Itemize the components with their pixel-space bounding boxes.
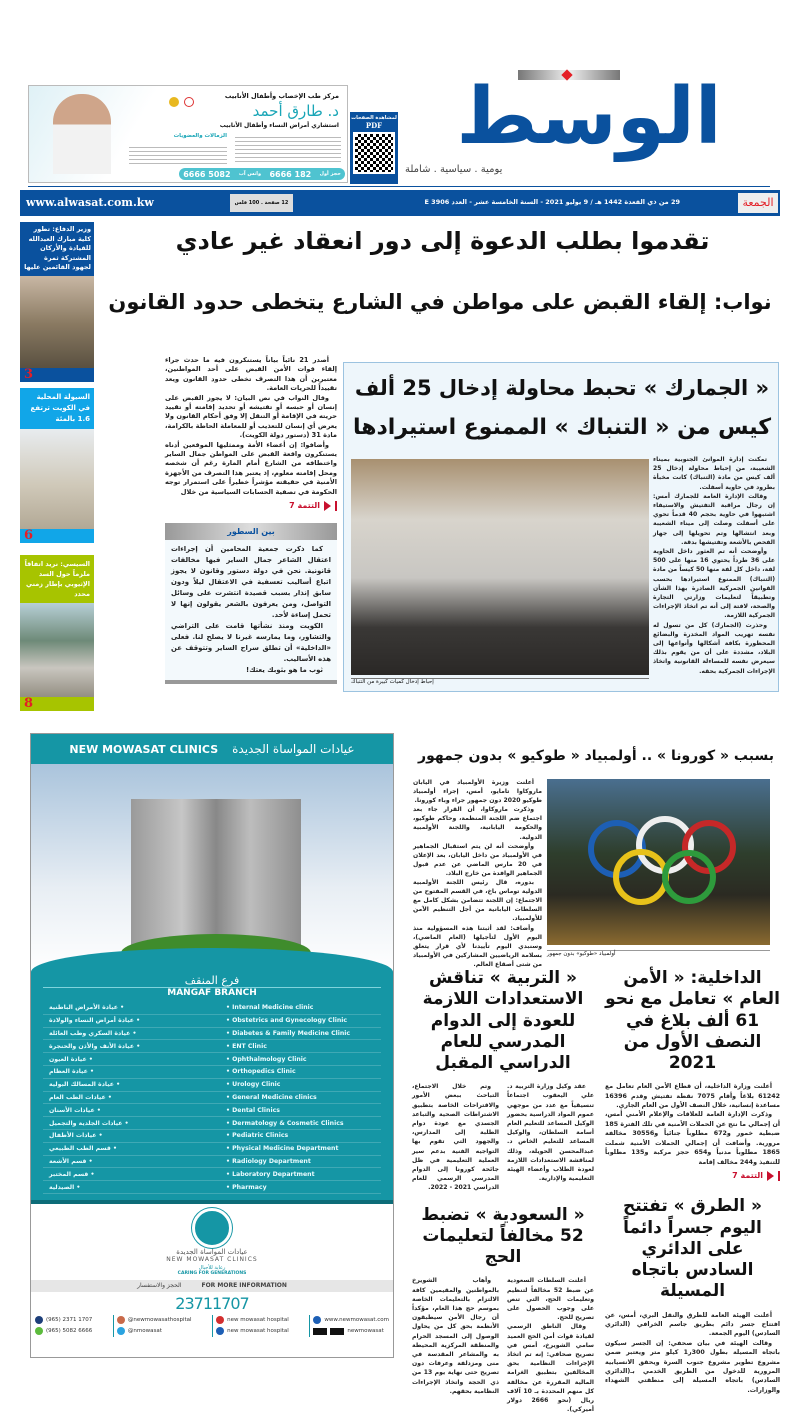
clinic-name-en: • Radiology Department xyxy=(226,1157,311,1165)
ad-phone1: 182 6666 xyxy=(269,169,312,179)
clinic-list-item xyxy=(43,1117,381,1130)
customs-caption: إحباط إدخال كميات كبيرة من التنباك xyxy=(351,678,649,685)
clinic-name-ar: • عيادة الأنف والأذن والحنجرة xyxy=(49,1042,141,1050)
clinic-name-ar: • عيادة الأمراض الباطنية xyxy=(49,1004,125,1012)
clinic-name-en: • Dental Clinics xyxy=(226,1106,280,1114)
clinic-title-en: NEW MOWASAT CLINICS xyxy=(69,742,219,756)
clinic-name-en: • Orthopedics Clinic xyxy=(226,1068,296,1076)
contact-twitter[interactable] xyxy=(117,1326,192,1337)
contact-facebook[interactable] xyxy=(216,1326,289,1337)
website-link[interactable]: www.alwasat.com.kw xyxy=(26,196,154,209)
continued-label: التتمة 7 xyxy=(289,501,320,511)
whatsapp-icon xyxy=(35,1327,43,1335)
paragraph: عقد وكيل وزارة التربية د. علي اليعقوب اجتماعاً تنسيقياً مع عدد من موجهي عموم المواد الدراسية بحضور الوكيل المساعد للتعليم العام أسامة السلطان، والوكيل المساعد للتعليم الخاص د. عبدالمحسن الحويلة، وذلك لمناقشة الاستعدادات اللازمة لعودة الطلاب وأعضاء الهيئة التعليمية والإدارية. xyxy=(507,1083,594,1183)
interior-body xyxy=(605,1082,780,1184)
paragraph: أعلنت وزيرة الأولمبياد في اليابان ماروكاوا تامايو، أمس، إجراء أولمبياد طوكيو 2020 دون جمهور جراء وباء كورونا. xyxy=(413,779,542,805)
bottom-left-column xyxy=(412,968,594,1414)
paragraph: وأهاب الشويرخ بالمواطنين والمقيمين كافة الالتزام بالتعليمات الخاصة بموسم حج هذا العام، مؤكداً أن رجال الأمن سيطبقون الأنظمة بحق كل من يحاول الوصول إلى المسجد الحرام والمنطقة المركزية المحيطة به والمشاعر المقدسة في منى ومزدلفة وعرفات دون تصريح حتى نهاية يوم 13 من ذي الحجة واتخاذ الإجراءات النظامية بحقهم. xyxy=(412,1277,499,1395)
clinic-name-ar: • عيادة أمراض النساء والولادة xyxy=(49,1017,141,1025)
sidebar-headline: وزير الدفاع: تطور كلية مبارك العبدالله للقيادة والأركان المشتركة ثمرة لجهود القائمين عليها xyxy=(20,222,94,276)
paragraph: ثوب ما هو بثوبك يعتك! xyxy=(246,665,323,674)
masthead-rule xyxy=(28,186,770,187)
sidebar-story-sisi[interactable] xyxy=(20,555,94,711)
clinic-list-item xyxy=(43,1168,381,1181)
paragraph: تمكنت إدارة الموانئ الجنوبية بميناء الشعيبة، من إحباط محاولة إدخال 25 ألف كيس من مادة (التنباك) كانت مخبأة بطرود في حاوية أسفلت. xyxy=(653,456,775,491)
continued-label: التتمة 7 xyxy=(732,1171,763,1181)
saudi-headline[interactable]: « السعودية » تضبط 52 مخالفاً لتعليمات الحج xyxy=(421,1204,585,1268)
roads-headline[interactable]: « الطرق » تفتتح اليوم جسراً دائماً على الدائري السادس باتجاه المسيلة xyxy=(622,1196,762,1302)
info-en: FOR MORE INFORMATION xyxy=(201,1281,287,1289)
pdf-qr-box[interactable] xyxy=(350,112,398,184)
paragraph: وقالت الهيئة في بيان صحفي: إن الجسر سيكون باتجاه المسيلة بطول 300ر1 كيلو متر ويعتبر ضمن مشروع تطوير مشروع جنوب السرة ويحقق الانسيابية المرورية للدخول من الطريق الخدمي بـ(الدائري السادس) باتجاه المسيلة إلى منطقتي الشهداء والوزارات. xyxy=(605,1339,780,1394)
clinic-name-en: • Pediatric Clinics xyxy=(226,1132,289,1140)
paragraph: أصدر 21 نائباً بياناً يستنكرون فيه ما حدث جراء إلقاء قوات الأمن القبض على أحد المواطنين، معتبرين أن هذا التصرف تخطى حدود القانون ويعد تقييداً للحريات العامة. xyxy=(165,356,337,393)
olympics-headline[interactable]: بسبب « كورونا » .. أولمبياد « طوكيو » بدون جمهور xyxy=(418,748,774,764)
ad-center-name: مركز طب الإخصاب وأطفال الأنابيب xyxy=(224,92,339,100)
main-kicker: تقدموا بطلب الدعوة إلى دور انعقاد غير عادي xyxy=(175,227,710,255)
paragraph: وأضافوا: إن أعضاء الأمة وممثليها الموقعين أدناه يستنكرون واقعة القبض على المواطن جمال الساير واختطافه من الشارع أمام المارة رغم أن شخصه ومحل إقامته معلوم، إذ يعتبر هذا التصرف من الأجهزة الأمنية في حقيقته مؤشراً خطيراً على استمرار توجه الحكومة في تصفية الحسابات السياسية من خلال xyxy=(165,440,337,496)
paragraph: وقال الناطق الرسمي لقيادة قوات أمن الحج العميد سامي الشويرخ، أمس في تصريح صحافي: إنه تم اتخاذ الإجراءات النظامية بحق المخالفين بتطبيق الغرامة المالية المقررة عن مخالفة كل منهم المحددة بـ 10 آلاف ريال (نحو 2666 دولار أميركي). xyxy=(507,1323,594,1414)
date-line: 29 من ذي القعدة 1442 هـ / 9 يوليو 2021 - السنة الخامسة عشر - العدد 3906 E xyxy=(424,198,680,206)
contact-youtube[interactable] xyxy=(216,1315,289,1326)
between-lines-title: بين السطور xyxy=(165,523,337,540)
page-ref: 6 xyxy=(20,529,94,543)
slogan-en: CARING FOR GENERATIONS xyxy=(177,1270,247,1276)
ad-fine-print-2 xyxy=(129,144,227,166)
page-ref: 8 xyxy=(20,697,94,711)
clinic-list-item xyxy=(43,1104,381,1117)
branch-en: MANGAF BRANCH xyxy=(43,987,381,998)
paragraph: كما ذكرت جمعية المحامين أن إجراءات اعتقال الشاعر جمال الساير فيها مخالفات قانونية. نحن في دولة دستور وقانون لا يجوز اتباع أساليب تعسفية في الاعتقال ليلاً ودون سابق إنذار بسبب قصيدة انتشرت على وسائل التواصل، ومن يعرفون بالشعر يقولون إنها لا تحمل إساءة لأحد. xyxy=(171,544,331,619)
ad-booking-label: حجز أول xyxy=(319,171,341,177)
contact-phone[interactable] xyxy=(35,1315,92,1326)
page-ref: 3 xyxy=(20,368,94,382)
phone-icon xyxy=(35,1316,43,1324)
masthead-logo[interactable] xyxy=(405,70,773,180)
globe-icon xyxy=(313,1316,321,1324)
paragraph: وأوضحت أنه تم العثور داخل الحاوية على 36 طرداً يحتوي 16 منها على 500 لفة، داخل كل لفة منها 50 كيساً من مادة (التنباك) الممنوع استيرادها بحسب القوانين الجمركية الصادرة بهذا الشأن وتطبيقاً لتعليمات وزارتي التجارة والصحة، لافتة إلى أنه تم اتخاذ الإجراءات الجمركية اللازمة. xyxy=(653,548,775,620)
arrow-icon xyxy=(767,1171,774,1181)
clinic-name-ar: • عيادة العيون xyxy=(49,1055,93,1063)
clinic-list-item xyxy=(43,1002,381,1015)
paragraph: وقال النواب في نص البيان: لا يجوز القبض على إنسان أو حبسه أو تفتيشه أو تحديد إقامته أو تقييد حريته في الإقامة أو التنقل إلا وفق أحكام القانون ولا يعرض أي إنسان للتعذيب أو للمعاملة الحاطة بالكرامة، مادة 31 (دستور دولة الكويت). xyxy=(165,393,337,440)
clinic-name-en: • General Medicine clinics xyxy=(226,1093,317,1101)
clinic-ad[interactable] xyxy=(30,733,394,1358)
continued-link[interactable] xyxy=(289,501,337,511)
between-lines-body xyxy=(165,540,337,680)
arrow-icon xyxy=(324,501,331,511)
ad-doctor-title: استشاري أمراض النساء وأطفال الأنابيب xyxy=(219,122,339,129)
clinic-list xyxy=(43,1002,381,1194)
slogan-ar: رعاية للأجيال xyxy=(198,1264,226,1271)
paragraph: أعلنت الهيئة العامة للطرق والنقل البري، أمس، عن افتتاح جسر دائم بطريق جاسم الخرافي (الدائري السادس) اليوم الجمعة. xyxy=(605,1311,780,1338)
clinic-name-en: • Ophthalmology Clinic xyxy=(226,1055,307,1063)
doctor-ad[interactable] xyxy=(28,85,348,183)
continued-link[interactable] xyxy=(732,1171,780,1181)
doctor-photo xyxy=(53,94,111,174)
clinic-footer xyxy=(31,1200,393,1339)
sidebar-photo-bank-building xyxy=(20,429,94,543)
education-body xyxy=(412,1082,594,1192)
clinic-name-en: • Obstetrics and Gynecology Clinic xyxy=(226,1017,348,1025)
day-box: الجمعة xyxy=(738,193,778,213)
date-bar xyxy=(20,190,780,216)
pdf-text: PDF xyxy=(365,121,383,130)
youtube-icon xyxy=(216,1316,224,1324)
hotline[interactable]: 23711707 xyxy=(175,1293,249,1313)
main-article-body xyxy=(165,356,337,515)
clinic-name-en: • Physical Medicine Department xyxy=(226,1145,339,1153)
customs-headline-1: « الجمارك » تحبط محاولة إدخال 25 ألف xyxy=(354,376,770,400)
clinic-name-en: • Dermatology & Cosmetic Clinics xyxy=(226,1119,344,1127)
clinic-name-ar: • عيادات الأسنان xyxy=(49,1106,101,1114)
ad-phone2: 5082 6666 xyxy=(183,169,231,179)
clinic-name-en: • Diabetes & Family Medicine Clinic xyxy=(226,1029,351,1037)
sidebar-story-defense[interactable] xyxy=(20,222,94,382)
clinic-name-en: • Laboratory Department xyxy=(226,1170,315,1178)
paragraph: وتم خلال الاجتماع، التباحث ببعض الأمور والاقتراحات الخاصة بتطبيق الاشتراطات الصحية والتباعد الجسدي مع عودة دوام الطلبة إلى المدارس، والجهود التي تقوم بها التواجيه الفنية بدعم سير العملية التعليمية في ظل جائحة كورونا إلى الدوام المدرسي الرسمي للعام الدراسي 2021 - 2022. xyxy=(412,1083,499,1192)
phone-text: (965) 2371 1707 xyxy=(46,1317,93,1324)
ad-doctor-name: د. طارق أحمد xyxy=(252,102,339,120)
education-headline[interactable]: « التربية » تناقش الاستعدادات اللازمة للعودة إلى الدوام المدرسي للعام الدراسي المقبل xyxy=(422,968,584,1073)
clinic-list-panel xyxy=(31,972,393,1200)
customs-body xyxy=(653,455,775,676)
roads-body xyxy=(605,1311,780,1396)
mowasat-hand-logo-icon xyxy=(192,1208,232,1248)
paragraph: أعلنت وزارة الداخلية، أن قطاع الأمن العام تعامل مع 61242 بلاغاً وأقام 7075 نقطة تفتيش وقدم 16396 مساعدة إنسانية، خلال النصف الأول من العام الجاري. xyxy=(605,1083,780,1110)
clinic-name-en: • Internal Medicine clinic xyxy=(226,1004,314,1012)
clinic-list-item xyxy=(43,1079,381,1092)
logo-tagline: يومية . سياسية . شاملة xyxy=(405,164,503,175)
facebook-icon xyxy=(216,1327,224,1335)
paragraph: وقالت الإدارة العامة للجمارك أمس: إن رجال مراقبة التفتيش والاستيفاء اشتبهوا في حاوية بحجم 40 قدماً تحوي على أسفلت وصلت إلى ميناء الشعيبة وبعد انتشالها وتم تحويلها إلى جهاز الفحص بالأشعة وتفتيشها بدقة. xyxy=(653,492,775,546)
bottom-right-column xyxy=(605,968,780,1395)
logo-text: الوسط xyxy=(456,72,722,162)
clinic-name-ar: • عيادات الجلدية والتجميل xyxy=(49,1119,129,1127)
logo-ar: عيادات المواساة الجديدة xyxy=(176,1247,248,1256)
clinic-ad-header xyxy=(31,734,393,764)
clinic-name-ar: • قسم المختبر xyxy=(49,1170,95,1178)
clinic-name-en: • Pharmacy xyxy=(226,1183,267,1191)
clinic-name-en: • Urology Clinic xyxy=(226,1081,281,1089)
branch-ar: فرع المنقف xyxy=(184,974,240,987)
twitter-icon xyxy=(117,1327,125,1335)
app-store-badge-icon xyxy=(313,1328,327,1335)
saudi-body xyxy=(412,1276,594,1414)
clinic-name-ar: • الصيدلية xyxy=(49,1183,81,1191)
qr-code-icon[interactable] xyxy=(353,132,395,174)
facebook-text: new mowasat hospital xyxy=(227,1328,289,1335)
paragraph: وأوضحت أنه لن يتم استقبال الجماهير في الأولمبياد من داخل اليابان، بعد الإعلان في 20 مارس الماضي عن عدم قبول الجماهير الوافدة من خارج البلاد. xyxy=(413,842,542,877)
clinic-list-item xyxy=(43,1040,381,1053)
paragraph: وحذرت (الجمارك) كل من تسول له نفسه تهريب المواد المخدرة والبضائع المحظورة بكافة أشكالها وأنواعها إلى البلاد، مشددة على أن من يقوم بذلك سيعرض نفسه للمساءلة القانونية واتخاذ الإجراءات الجمركية بحقه. xyxy=(653,621,775,675)
sidebar-story-liquidity[interactable] xyxy=(20,388,94,543)
clinic-list-item xyxy=(43,1028,381,1041)
ad-phone-bar xyxy=(179,168,345,180)
interior-headline[interactable]: الداخلية: « الأمن العام » تعامل مع نحو 61 ألف بلاغ في النصف الأول من 2021 xyxy=(605,968,780,1073)
app-text: newmowasat xyxy=(347,1328,384,1335)
clinic-name-ar: • عيادة العظام xyxy=(49,1068,94,1076)
clinic-name-ar: • عيادة السكري وطب العائلة xyxy=(49,1029,137,1037)
main-left-column xyxy=(165,356,337,684)
building xyxy=(131,799,301,954)
google-play-badge-icon xyxy=(330,1328,344,1335)
olympics-body xyxy=(413,778,542,969)
clinic-name-ar: • قسم الأشعة xyxy=(49,1157,93,1165)
contact-app[interactable] xyxy=(313,1326,389,1337)
clinic-name-ar: • عيادات الأطفال xyxy=(49,1132,103,1140)
olympics-photo-rings xyxy=(547,779,770,945)
contact-whatsapp[interactable] xyxy=(35,1326,92,1337)
teal-wave xyxy=(31,948,393,972)
between-lines-box xyxy=(165,523,337,684)
web-text: www.newmowasat.com xyxy=(324,1317,389,1324)
clinic-list-item xyxy=(43,1130,381,1143)
customs-photo-bags xyxy=(351,459,649,675)
clinic-name-ar: • قسم الطب الطبيعي xyxy=(49,1145,117,1153)
sidebar-headline: السيولة المحلية في الكويت ترتفع 1.6 بالمئة xyxy=(20,388,94,429)
clinic-list-item xyxy=(43,1053,381,1066)
clinic-title-ar: عيادات المواساة الجديدة xyxy=(232,742,355,756)
clinic-building-photo xyxy=(31,764,393,972)
paragraph: وذكرت ماروكاوا، أن القرار جاء بعد اجتماع ضم اللجنة المنظمة، وحاكم طوكيو، والحكومة اليابانية، واللجنة الأولمبية الدولية. xyxy=(413,806,542,841)
olympic-rings-icon xyxy=(547,779,770,945)
contact-instagram[interactable] xyxy=(117,1315,192,1326)
contact-web[interactable] xyxy=(313,1315,389,1326)
sidebar-photo-dam xyxy=(20,603,94,711)
customs-headline-2: كيس من « التنباك » الممنوع استيرادها xyxy=(352,415,772,440)
olympics-caption: أولمبياد «طوكيو» بدون جمهور xyxy=(547,950,770,957)
sidebar-headline: السيسي: نريد اتفاقاً ملزماً حول السد الإثيوبي بإطار زمني محدد xyxy=(20,555,94,603)
clinic-list-item xyxy=(43,1066,381,1079)
clinic-list-item xyxy=(43,1092,381,1105)
ad-memberships: الزمالات والعضويات xyxy=(129,133,227,139)
ad-fine-print xyxy=(235,134,341,164)
clinic-list-item xyxy=(43,1015,381,1028)
customs-story[interactable] xyxy=(343,362,779,692)
youtube-text: new mowasat hospital xyxy=(227,1317,289,1324)
logo-en: NEW MOWASAT CLINICS xyxy=(166,1255,258,1263)
info-ar: الحجز والاستفسار xyxy=(137,1281,182,1289)
ad-whatsapp-label: واتس آب xyxy=(238,171,262,177)
paragraph: وأضاف: لقد أثبتنا هذه المسؤولية منذ اليوم الأول لتأجيلها (العام الماضي)، وسنبدي اليوم تأييدنا لأي قرار يتعلق بسلامة الرياضيين المشاركين في الأولمبياد من شتى أصقاع العالم. xyxy=(413,924,542,968)
pdf-label: لمشاهدة الصفحات xyxy=(351,115,397,121)
clinic-name-ar: • عيادة المسالك البولية xyxy=(49,1081,121,1089)
ad-badge-icons xyxy=(169,92,199,104)
clinic-list-item xyxy=(43,1143,381,1156)
clinic-list-item xyxy=(43,1156,381,1169)
instagram-icon xyxy=(117,1316,125,1324)
whatsapp-text: (965) 5082 6666 xyxy=(46,1328,93,1335)
sidebar-photo-ceremony xyxy=(20,276,94,383)
clinic-name-en: • ENT Clinic xyxy=(226,1042,267,1050)
clinic-name-ar: • عيادات الطب العام xyxy=(49,1093,112,1101)
contact-grid xyxy=(31,1313,393,1339)
instagram-text: @newmowasathospital xyxy=(127,1317,192,1324)
paragraph: وذكرت الإدارة العامة للعلاقات والإعلام الأمني أمس، أن إجمالي ما نتج عن الحملات الأمنية في تلك الفترة 185 ضبطية خمور و672 مطلوباً جنائياً و30556 مخالفة مرورية. وأضافت أن إجمالي الحملات الأمنية شملت 1865 مطلوباً مدنياً و654 حجز مركبة و135 مطلوباً للتنفيذ و244 مخالف إقامة xyxy=(605,1111,780,1166)
main-headline[interactable]: نواب: إلقاء القبض على مواطن في الشارع يتخطى حدود القانون xyxy=(108,290,772,314)
price-box: 12 صفحة . 100 فلس xyxy=(230,194,293,212)
info-bar xyxy=(31,1280,393,1292)
paragraph: أعلنت السلطات السعودية عن ضبط 52 مخالفاً لتنظيم وتعليمات الحج، التي تنص على وجوب الحصول على تصريح للحج. xyxy=(507,1277,594,1322)
paragraph: الكويت ومنذ نشأتها قامت على التراضي والتشاور، وما يمارسه غيرنا لا يصلح لنا. فعلى «الداخلية» أن تطلق سراح الساير وتتوقف عن هذه الأساليب. xyxy=(171,621,331,663)
paragraph: بدوره، قال رئيس اللجنة الأولمبية الدولية توماس باخ، في القسم المفتوح من الاجتماع: إن اللجنة تتضامن بشكل كامل مع السلطات اليابانية من أجل التنظيم الآمن للأولمبياد. xyxy=(413,879,542,923)
clinic-list-item xyxy=(43,1181,381,1194)
twitter-text: @nmowasat xyxy=(127,1328,162,1335)
